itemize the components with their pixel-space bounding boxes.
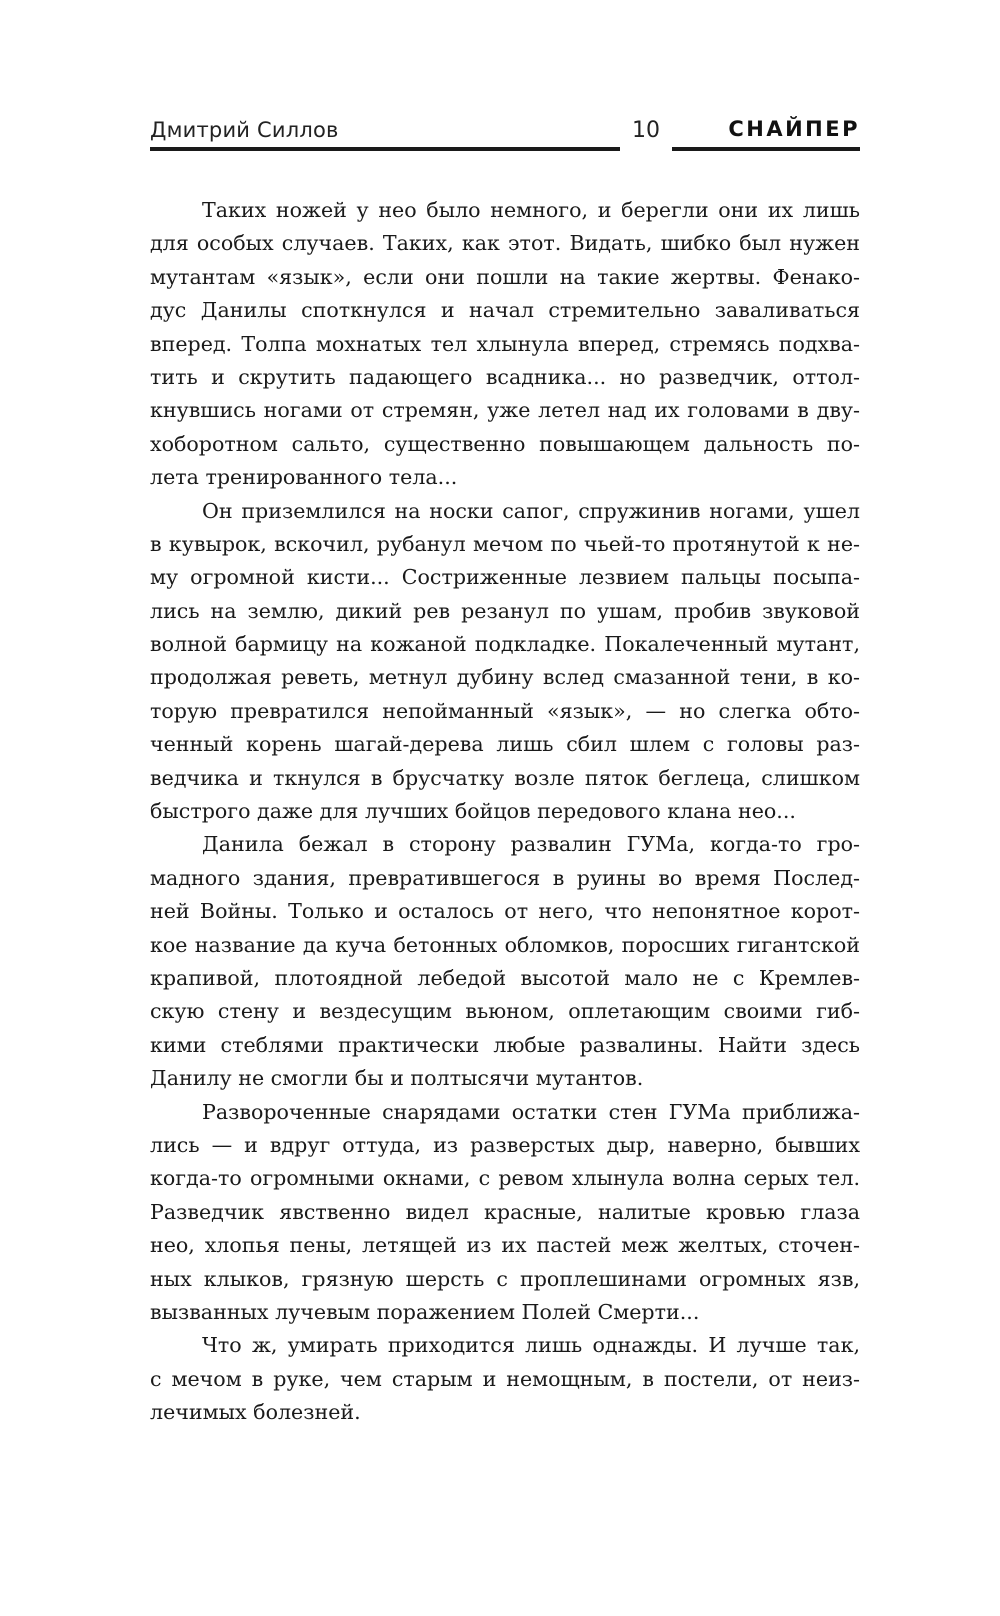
text-line: ней Войны. Только и осталось от него, что непонятное корот- [150, 899, 860, 924]
author-name: Дмитрий Силлов [150, 118, 339, 142]
text-line: лись на землю, дикий рев резанул по ушам, пробив звуковой [150, 598, 860, 623]
text-line: быстрого даже для лучших бойцов передового клана нео... [150, 799, 796, 824]
text-line: ных клыков, грязную шерсть с проплешинами огромных язв, [150, 1266, 860, 1291]
text-line: продолжая реветь, метнул дубину вслед смазанной тени, в ко- [150, 665, 860, 690]
text-line: хоборотном сальто, существенно повышающем дальность по- [150, 431, 860, 456]
text-line: с мечом в руке, чем старым и немощным, в постели, от неиз- [150, 1366, 860, 1391]
book-title: СНАЙПЕР [728, 117, 860, 141]
text-line: Данилу не смогли бы и полтысячи мутантов. [150, 1066, 644, 1091]
text-line: дус Данилы споткнулся и начал стремительно заваливаться [150, 298, 860, 323]
header-rule-left [150, 147, 620, 151]
header-rule-right [672, 147, 860, 151]
text-line: лись — и вдруг оттуда, из разверстых дыр, наверно, бывших [150, 1132, 860, 1157]
text-line: ведчика и ткнулся в брусчатку возле пяток беглеца, слишком [150, 765, 860, 790]
text-line: крапивой, плотоядной лебедой высотой мало не с Кремлев- [150, 965, 860, 990]
text-line: торую превратился непойманный «язык», — но слегка обто- [150, 698, 860, 723]
page-number: 10 [632, 118, 660, 143]
text-line: му огромной кисти... Состриженные лезвием пальцы посыпа- [150, 565, 860, 590]
text-line: в кувырок, вскочил, рубанул мечом по чьей-то протянутой к не- [150, 531, 860, 556]
text-line: ченный корень шагай-дерева лишь сбил шлем с головы раз- [150, 732, 860, 757]
text-line: Данила бежал в сторону развалин ГУМа, когда-то гро- [202, 832, 860, 857]
text-line: лета тренированного тела... [150, 465, 458, 490]
text-line: Развороченные снарядами остатки стен ГУМа приближа- [202, 1099, 860, 1124]
text-line: когда-то огромными окнами, с ревом хлынула волна серых тел. [150, 1166, 860, 1191]
text-line: кое название да куча бетонных обломков, поросших гигантской [150, 932, 860, 957]
text-line: Разведчик явственно видел красные, налитые кровью глаза [150, 1199, 860, 1224]
text-line: тить и скрутить падающего всадника... но разведчик, оттол- [150, 364, 860, 389]
text-line: Он приземлился на носки сапог, спружинив ногами, ушел [202, 498, 860, 523]
text-line: скую стену и вездесущим вьюном, оплетающим своими гиб- [150, 999, 860, 1024]
text-line: вперед. Толпа мохнатых тел хлынула вперед, стремясь подхва- [150, 331, 860, 356]
text-line: для особых случаев. Таких, как этот. Видать, шибко был нужен [150, 231, 860, 256]
running-head [150, 118, 860, 154]
text-line: кнувшись ногами от стремян, уже летел над их головами в дву- [150, 398, 860, 423]
text-line: нео, хлопья пены, летящей из их пастей меж желтых, сточен- [150, 1233, 860, 1258]
text-line: вызванных лучевым поражением Полей Смерти... [150, 1299, 700, 1324]
text-line: мутантам «язык», если они пошли на такие жертвы. Фенако- [150, 264, 860, 289]
body-text [150, 194, 860, 1429]
text-line: волной бармицу на кожаной подкладке. Покалеченный мутант, [150, 632, 860, 657]
text-line: Что ж, умирать приходится лишь однажды. И лучше так, [202, 1333, 860, 1358]
text-line: Таких ножей у нео было немного, и берегли они их лишь [202, 198, 860, 222]
text-line: мадного здания, превратившегося в руины во время Послед- [150, 865, 860, 890]
text-line: лечимых болезней. [150, 1400, 361, 1425]
text-line: кими стеблями практически любые развалины. Найти здесь [150, 1032, 860, 1057]
